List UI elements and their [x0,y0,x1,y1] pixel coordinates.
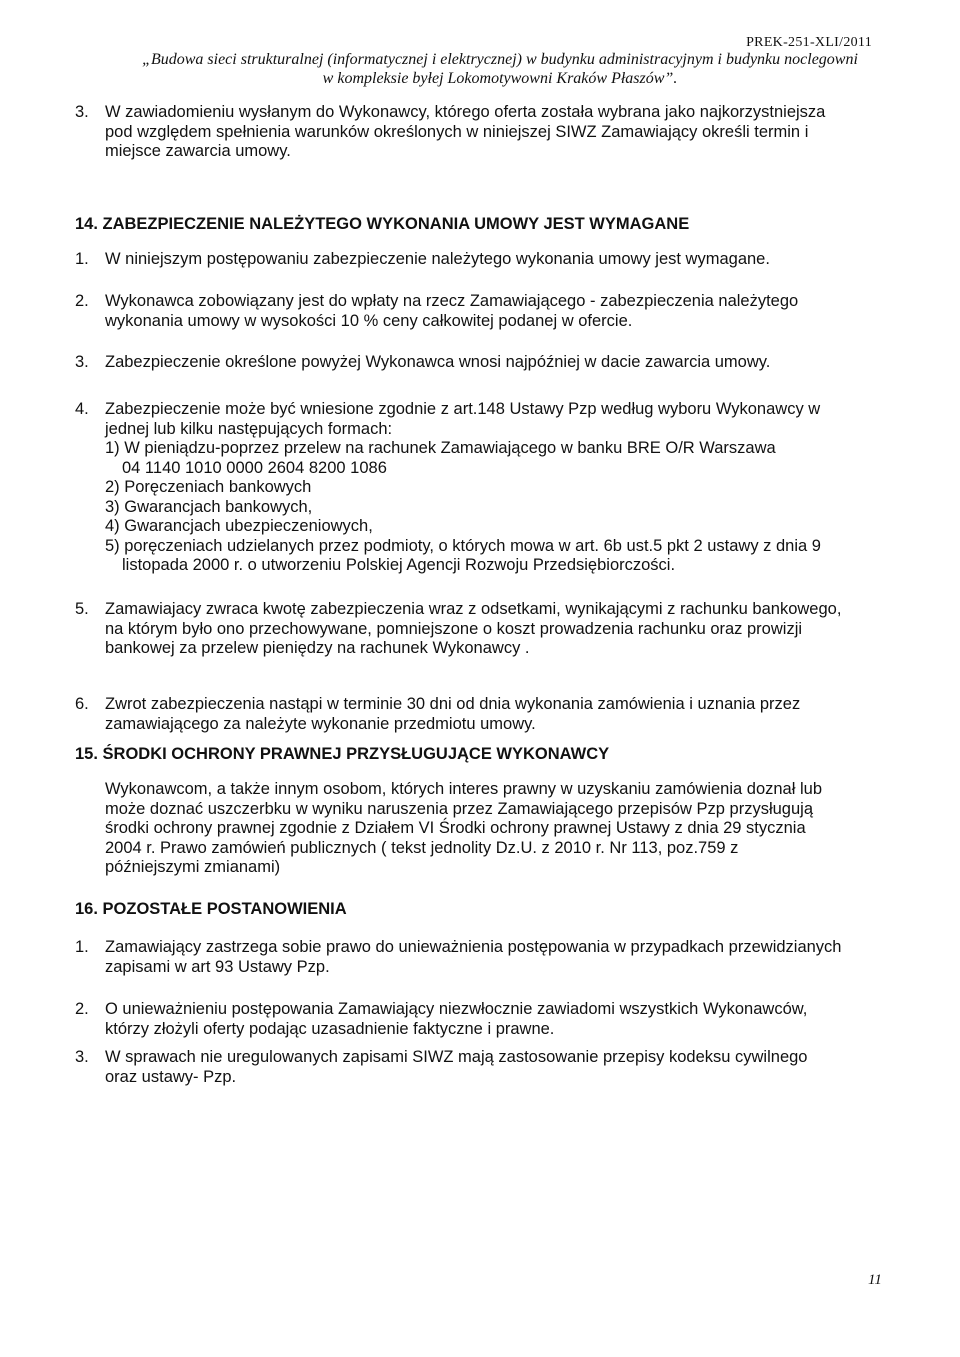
document-header [120,50,880,88]
text-line: miejsce zawarcia umowy. [105,142,291,160]
text-line: zapisami w art 93 Ustawy Pzp. [105,957,330,976]
text-line: zamawiającego za należyte wykonanie przedmiotu umowy. [105,714,536,733]
section-16-heading: 16. POZOSTAŁE POSTANOWIENIA [75,900,347,918]
page-number: 11 [868,1272,882,1288]
text-line: 2) Poręczeniach bankowych [105,478,312,496]
item-number: 5. [75,600,89,618]
item-number: 3. [75,353,89,371]
text-line: wykonania umowy w wysokości 10 % ceny całkowitej podanej w ofercie. [105,311,633,330]
text-line: jednej lub kilku następujących formach: [105,419,393,438]
text-line: W sprawach nie uregulowanych zapisami SIWZ mają zastosowanie przepisy kodeksu cywilnego [105,1048,808,1066]
section-14-heading: 14. ZABEZPIECZENIE NALEŻYTEGO WYKONANIA UMOWY JEST WYMAGANE [75,215,690,233]
text-line: W zawiadomieniu wysłanym do Wykonawcy, którego oferta została wybrana jako najkorzystniejsza [105,103,826,121]
text-line: na którym było ono przechowywane, pomniejszone o koszt prowadzenia rachunku oraz prowizji [105,619,803,638]
text-line: Zwrot zabezpieczenia nastąpi w terminie 30 dni od dnia wykonania zamówienia i uznania przez [105,695,801,713]
document-reference: PREK-251-XLI/2011 [746,35,872,50]
text-line: 2004 r. Prawo zamówień publicznych ( tekst jednolity Dz.U. z 2010 r. Nr 113, poz.759 z [105,838,739,857]
header-title-line1: „Budowa sieci strukturalnej (informatycznej i elektrycznej) w budynku administracyjnym i budynku noclegowni [142,51,858,68]
text-line: Zamawiajacy zwraca kwotę zabezpieczenia wraz z odsetkami, wynikającymi z rachunku bankowego, [105,600,842,618]
text-line: którzy złożyli oferty podając uzasadnienie faktyczne i prawne. [105,1019,555,1038]
item-number: 2. [75,292,89,310]
text-line: Zamawiający zastrzega sobie prawo do unieważnienia postępowania w przypadkach przewidzianych [105,938,842,956]
text-line: bankowej za przelew pieniędzy na rachunek Wykonawcy . [105,639,530,657]
header-title-line2: w kompleksie byłej Lokomotywowni Kraków Płaszów”. [322,70,678,87]
item-number: 4. [75,400,89,418]
text-line: może doznać uszczerbku w wyniku naruszenia przez Zamawiającego przepisów Pzp przysługują [105,799,813,818]
text-line: środki ochrony prawnej zgodnie z Działem VI Środki ochrony prawnej Ustawy z dnia 29 stycznia [105,819,806,837]
text-line: 3) Gwarancjach bankowych, [105,497,313,516]
item-number: 3. [75,1048,89,1066]
text-line: Wykonawca zobowiązany jest do wpłaty na rzecz Zamawiającego - zabezpieczenia należytego [105,292,799,310]
bank-account-number: 04 1140 1010 0000 2604 8200 1086 [122,458,387,477]
text-line: późniejszymi zmianami) [105,858,281,876]
text-line: listopada 2000 r. o utworzeniu Polskiej Agencji Rozwoju Przedsiębiorczości. [122,556,676,574]
text-line: W niniejszym postępowaniu zabezpieczenie należytego wykonania umowy jest wymagane. [105,250,770,268]
text-line: Wykonawcom, a także innym osobom, których interes prawny w uzyskaniu zamówienia doznał lub [105,780,823,798]
text-line: 5) poręczeniach udzielanych przez podmioty, o których mowa w art. 6b ust.5 pkt 2 ustawy z dnia 9 [105,536,821,555]
item-number: 6. [75,695,89,713]
item-number: 1. [75,250,89,268]
text-line: pod względem spełnienia warunków określonych w niniejszej SIWZ Zamawiający określi termin i [105,122,809,141]
item-number: 1. [75,938,89,956]
text-line: 4) Gwarancjach ubezpieczeniowych, [105,517,373,535]
section-15-heading: 15. ŚRODKI OCHRONY PRAWNEJ PRZYSŁUGUJĄCE WYKONAWCY [75,745,610,763]
text-line: O unieważnieniu postępowania Zamawiający niezwłocznie zawiadomi wszystkich Wykonawców, [105,1000,808,1018]
item-number: 2. [75,1000,89,1018]
text-line: oraz ustawy- Pzp. [105,1067,237,1086]
text-line: Zabezpieczenie może być wniesione zgodnie z art.148 Ustawy Pzp według wyboru Wykonawcy w [105,400,821,418]
text-line: Zabezpieczenie określone powyżej Wykonawca wnosi najpóźniej w dacie zawarcia umowy. [105,353,771,371]
item-number: 3. [75,103,89,121]
text-line: 1) W pieniądzu-poprzez przelew na rachunek Zamawiającego w banku BRE O/R Warszawa [105,439,776,457]
